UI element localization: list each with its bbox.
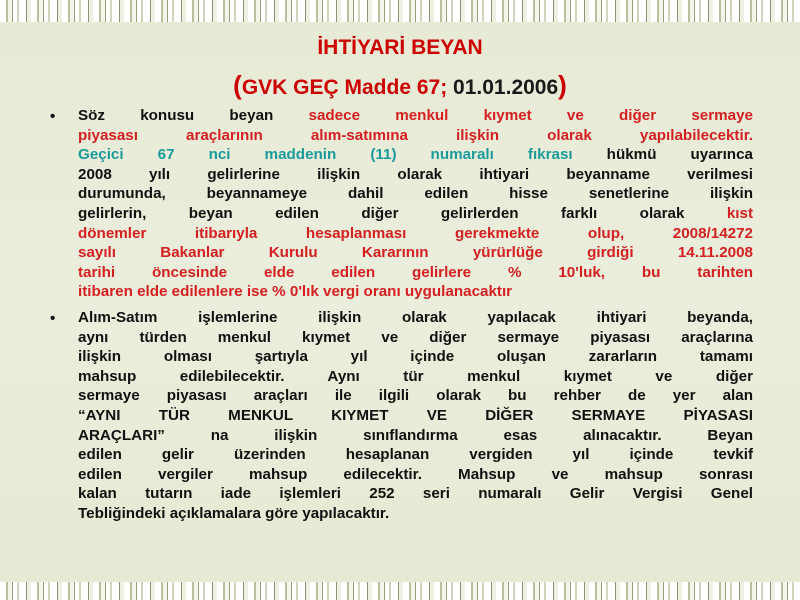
- top-decorative-stripe: [0, 0, 800, 22]
- highlight-red-text: kıst: [726, 204, 753, 222]
- body-text: durumunda, beyannameye dahil edilen hisse senetlerine ilişkin: [78, 185, 753, 203]
- body-text: ARAÇLARI” na ilişkin sınıflandırma esas alınacaktır. Beyan: [78, 426, 753, 444]
- body-text: kalan tutarın iade işlemleri 252 seri numaralı Gelir Vergisi Genel: [78, 485, 753, 503]
- slide-title-text: İHTİYARİ BEYAN: [317, 36, 483, 59]
- body-text: Tebliğindeki açıklamalara göre yapılacaktır.: [78, 504, 390, 522]
- slide-subtitle: [0, 72, 800, 101]
- highlight-red-text: itibaren elde edilenlere ise % 0'lık vergi oranı uygulanacaktır: [78, 283, 513, 301]
- bullet-dot-icon: •: [50, 309, 56, 327]
- body-line: [78, 367, 753, 387]
- body-line: [78, 504, 753, 524]
- body-text: “AYNI TÜR MENKUL KIYMET VE DİĞER SERMAYE PİYASASI: [78, 406, 753, 424]
- body-line: [78, 263, 753, 283]
- body-line: [78, 282, 753, 302]
- body-line: [78, 308, 753, 328]
- body-line: [78, 204, 753, 224]
- body-line: [78, 328, 753, 348]
- body-line: [78, 426, 753, 446]
- slide-title: [0, 35, 800, 61]
- body-text: edilen gelir üzerinden hesaplanan vergiden yıl içinde tevkif: [78, 446, 753, 464]
- body-line: [78, 386, 753, 406]
- body-text: edilen vergiler mahsup edilecektir. Mahsup ve mahsup sonrası: [78, 465, 753, 483]
- body-text: Söz konusu beyan: [78, 107, 309, 124]
- body-line: [78, 165, 753, 185]
- body-line: [78, 224, 753, 244]
- body-line: [78, 484, 753, 504]
- bottom-decorative-stripe: [0, 582, 800, 600]
- body-line: [78, 184, 753, 204]
- highlight-red-text: tarihi öncesinde elde edilen gelirlere % 10'luk, bu tarihten: [78, 263, 753, 281]
- body-text: 2008 yılı gelirlerine ilişkin olarak ihtiyari beyanname verilmesi: [78, 165, 753, 183]
- bullet-item: [50, 106, 753, 302]
- body-line: [78, 145, 753, 165]
- bullet-dot-icon: •: [50, 108, 56, 125]
- body-text: Alım-Satım işlemlerine ilişkin olarak yapılacak ihtiyari beyanda,: [78, 308, 753, 326]
- body-line: [78, 126, 753, 146]
- highlight-red-text: piyasası araçlarının alım-satımına ilişkin olarak yapılabilecektir.: [78, 126, 753, 144]
- subtitle-date: 01.01.2006: [447, 76, 559, 99]
- body-text: aynı türden menkul kıymet ve diğer sermaye piyasası araçlarına: [78, 328, 753, 346]
- slide-body: [50, 106, 753, 523]
- body-text: gelirlerin, beyan edilen diğer gelirlerden farklı olarak: [78, 204, 727, 222]
- body-line: [78, 406, 753, 426]
- subtitle-law-ref: GVK GEÇ Madde 67;: [241, 76, 448, 99]
- body-line: [78, 465, 753, 485]
- subtitle-open-paren: (: [233, 70, 242, 100]
- body-line: [78, 347, 753, 367]
- highlight-red-text: sayılı Bakanlar Kurulu Kararının yürürlüğe girdiği 14.11.2008: [78, 244, 753, 262]
- body-text: ilişkin olması şartıyla yıl içinde oluşan zararların tamamı: [78, 348, 753, 366]
- body-line: [78, 243, 753, 263]
- highlight-red-text: sadece menkul kıymet ve diğer sermaye: [308, 107, 753, 124]
- body-text: hükmü uyarınca: [572, 146, 753, 164]
- body-line: [78, 106, 753, 126]
- highlight-teal-text: Geçici 67 nci maddenin (11) numaralı fıkrası: [78, 146, 573, 164]
- body-text: mahsup edilebilecektir. Aynı tür menkul kıymet ve diğer: [78, 367, 753, 385]
- bullet-item: [50, 308, 753, 524]
- highlight-red-text: dönemler itibarıyla hesaplanması gerekmekte olup, 2008/14272: [78, 224, 753, 242]
- subtitle-close-paren: ): [558, 70, 567, 100]
- body-text: sermaye piyasası araçları ile ilgili olarak bu rehber de yer alan: [78, 387, 753, 405]
- body-line: [78, 445, 753, 465]
